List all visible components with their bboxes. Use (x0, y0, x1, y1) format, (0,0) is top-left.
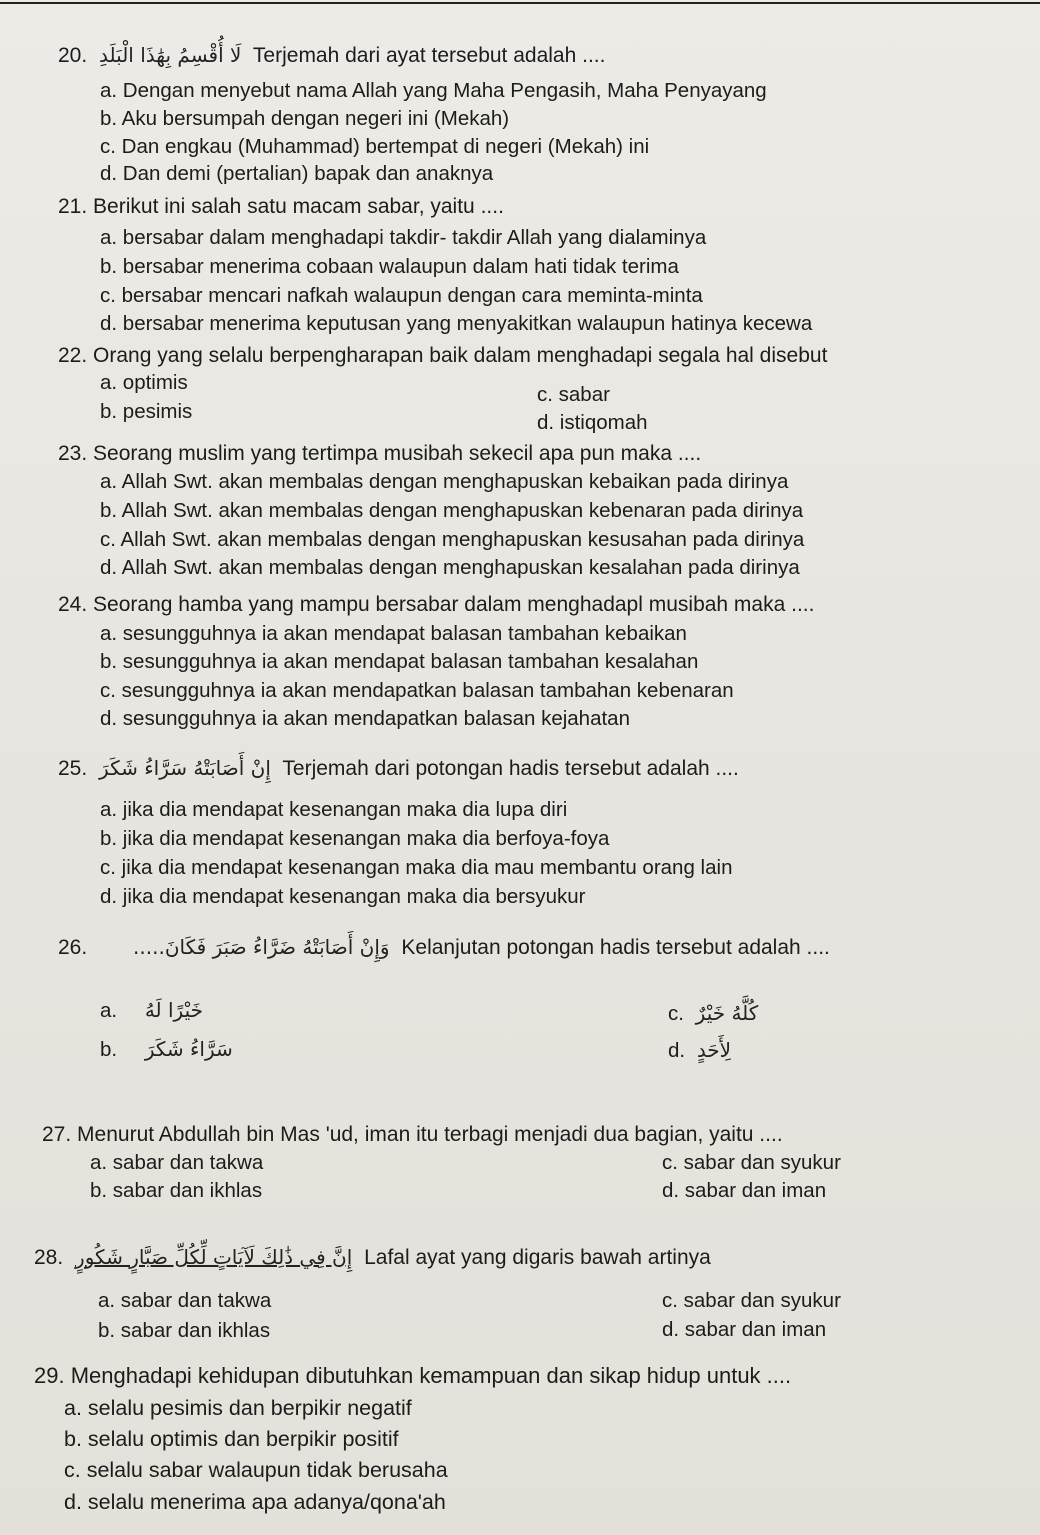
question-stem (58, 934, 830, 961)
option-c[interactable]: c. bersabar mencari nafkah walaupun dengan cara meminta-minta (100, 284, 703, 307)
option-c[interactable]: c. sesungguhnya ia akan mendapatkan balasan tambahan kebenaran (100, 679, 734, 702)
option-a[interactable]: a. Dengan menyebut nama Allah yang Maha Pengasih, Maha Penyayang (100, 79, 767, 102)
question-text: Menghadapi kehidupan dibutuhkan kemampuan dan sikap hidup untuk .... (70, 1363, 792, 1388)
option-arabic: خَيْرًا لَهُ (144, 998, 203, 1022)
option-label: d. (668, 1039, 686, 1062)
option-b[interactable]: b. sabar dan ikhlas (90, 1179, 263, 1202)
option-c[interactable]: c. sabar (537, 383, 610, 406)
question-text: Berikut ini salah satu macam sabar, yaitu .... (93, 195, 504, 218)
option-c[interactable]: c. jika dia mendapat kesenangan maka dia mau membantu orang lain (100, 856, 733, 879)
option-arabic: لِأَحَدٍ (696, 1038, 732, 1062)
option-d[interactable]: d. Allah Swt. akan membalas dengan menghapuskan kesalahan pada dirinya (100, 556, 800, 579)
question-number: 28. (34, 1246, 64, 1269)
question-number: 25. (58, 757, 88, 780)
option-b[interactable] (100, 1036, 239, 1063)
option-a[interactable]: a. jika dia mendapat kesenangan maka dia lupa diri (100, 798, 568, 821)
question-text: Terjemah dari potongan hadis tersebut adalah .... (282, 757, 739, 780)
option-a[interactable]: a. Allah Swt. akan membalas dengan menghapuskan kebaikan pada dirinya (100, 470, 789, 493)
question-text: Seorang hamba yang mampu bersabar dalam menghadapl musibah maka .... (93, 593, 815, 616)
option-a[interactable]: a. sesungguhnya ia akan mendapat balasan tambahan kebaikan (100, 622, 687, 645)
option-d[interactable]: d. bersabar menerima keputusan yang menyakitkan walaupun hatinya kecewa (100, 312, 813, 335)
question-number: 20. (58, 44, 88, 67)
question-number: 24. (58, 593, 88, 616)
option-b[interactable]: b. bersabar menerima cobaan walaupun dalam hati tidak terima (100, 255, 679, 278)
option-b[interactable]: b. pesimis (100, 400, 193, 423)
option-label: c. (668, 1002, 684, 1025)
option-b[interactable]: b. sabar dan ikhlas (98, 1319, 271, 1342)
question-number: 21. (58, 195, 88, 218)
arabic-hadith: إِنْ أَصَابَتْهُ سَرَّاءُ شَكَرَ (99, 756, 271, 780)
question-text: Terjemah dari ayat tersebut adalah .... (252, 44, 606, 67)
question-stem (34, 1363, 791, 1389)
question-stem (34, 1244, 711, 1271)
question-stem (58, 343, 827, 369)
arabic-verse: لَا أُقْسِمُ بِهَٰذَا الْبَلَدِ (99, 43, 242, 67)
question-stem (58, 755, 739, 782)
option-c[interactable]: c. sabar dan syukur (662, 1289, 841, 1312)
option-a[interactable]: a. sabar dan takwa (90, 1151, 264, 1174)
option-c[interactable]: c. sabar dan syukur (662, 1151, 841, 1174)
option-c[interactable] (668, 1000, 764, 1027)
question-number: 23. (58, 442, 88, 465)
question-number: 29. (34, 1363, 65, 1388)
question-text: Kelanjutan potongan hadis tersebut adalah .... (401, 936, 830, 959)
question-stem (58, 441, 701, 467)
option-a[interactable] (100, 997, 209, 1024)
option-d[interactable]: d. sabar dan iman (662, 1318, 827, 1341)
arabic-hadith: وَإِنْ أَصَابَتْهُ ضَرَّاءُ صَبَرَ فَكَانَ..... (133, 935, 390, 959)
option-a[interactable]: a. sabar dan takwa (98, 1289, 272, 1312)
option-d[interactable]: d. Dan demi (pertalian) bapak dan anaknya (100, 162, 494, 185)
option-d[interactable]: d. selalu menerima apa adanya/qona'ah (64, 1490, 446, 1514)
question-number: 22. (58, 344, 88, 367)
option-c[interactable]: c. Allah Swt. akan membalas dengan menghapuskan kesusahan pada dirinya (100, 528, 805, 551)
option-b[interactable]: b. sesungguhnya ia akan mendapat balasan tambahan kesalahan (100, 650, 699, 673)
option-label: b. (100, 1038, 118, 1061)
option-d[interactable] (668, 1037, 737, 1064)
question-stem (42, 1122, 783, 1148)
arabic-verse: إِنَّ فِي ذَٰلِكَ لَآيَاتٍ لِّكُلِّ صَبَّارٍ شَكُورٍ (75, 1245, 353, 1269)
option-arabic: كُلَّهُ خَيْرٌ (695, 1001, 759, 1025)
option-arabic: سَرَّاءُ شَكَرَ (144, 1037, 233, 1061)
option-a[interactable]: a. bersabar dalam menghadapi takdir- takdir Allah yang dialaminya (100, 226, 707, 249)
option-d[interactable]: d. sabar dan iman (662, 1179, 827, 1202)
option-b[interactable]: b. jika dia mendapat kesenangan maka dia berfoya-foya (100, 827, 610, 850)
question-text: Lafal ayat yang digaris bawah artinya (364, 1246, 711, 1269)
option-c[interactable]: c. Dan engkau (Muhammad) bertempat di negeri (Mekah) ini (100, 135, 650, 158)
question-text: Seorang muslim yang tertimpa musibah sekecil apa pun maka .... (93, 442, 702, 465)
option-b[interactable]: b. Aku bersumpah dengan negeri ini (Mekah) (100, 107, 510, 130)
option-d[interactable]: d. istiqomah (537, 411, 648, 434)
option-b[interactable]: b. selalu optimis dan berpikir positif (64, 1427, 399, 1451)
question-stem (58, 42, 605, 69)
option-d[interactable]: d. jika dia mendapat kesenangan maka dia bersyukur (100, 885, 586, 908)
question-stem (58, 592, 814, 618)
option-c[interactable]: c. selalu sabar walaupun tidak berusaha (64, 1458, 448, 1482)
option-d[interactable]: d. sesungguhnya ia akan mendapatkan balasan kejahatan (100, 707, 630, 730)
question-number: 27. (42, 1123, 72, 1146)
option-a[interactable]: a. selalu pesimis dan berpikir negatif (64, 1396, 412, 1420)
question-text: Menurut Abdullah bin Mas 'ud, iman itu terbagi menjadi dua bagian, yaitu .... (77, 1123, 783, 1146)
question-number: 26. (58, 936, 88, 959)
option-a[interactable]: a. optimis (100, 371, 188, 394)
question-stem (58, 194, 504, 220)
option-b[interactable]: b. Allah Swt. akan membalas dengan menghapuskan kebenaran pada dirinya (100, 499, 804, 522)
top-border-line (0, 2, 1040, 4)
option-label: a. (100, 999, 118, 1022)
question-text: Orang yang selalu berpengharapan baik dalam menghadapi segala hal disebut (93, 344, 828, 367)
